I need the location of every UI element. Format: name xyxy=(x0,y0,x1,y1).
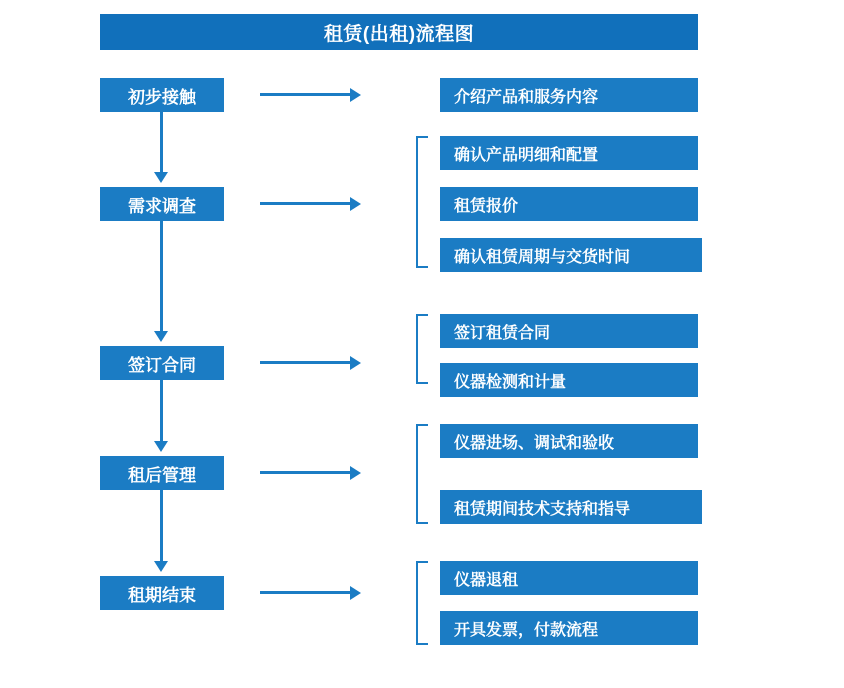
task-box-3[interactable]: 租赁报价 xyxy=(440,187,698,221)
task-box-9[interactable]: 仪器退租 xyxy=(440,561,698,595)
bracket-group-4 xyxy=(416,424,428,524)
stage-box-1[interactable]: 初步接触 xyxy=(100,78,224,112)
connector-stage-4-5-line xyxy=(160,490,163,561)
arrow-stage-1-line xyxy=(260,93,350,96)
connector-stage-3-4-arrow xyxy=(154,441,168,452)
connector-stage-1-2-line xyxy=(160,112,163,172)
arrow-stage-1-head xyxy=(350,88,361,102)
connector-stage-3-4-line xyxy=(160,380,163,441)
connector-stage-2-3-arrow xyxy=(154,331,168,342)
task-box-1[interactable]: 介绍产品和服务内容 xyxy=(440,78,698,112)
arrow-stage-2-head xyxy=(350,197,361,211)
arrow-stage-4-line xyxy=(260,471,350,474)
task-box-4[interactable]: 确认租赁周期与交货时间 xyxy=(440,238,702,272)
bracket-group-5 xyxy=(416,561,428,645)
task-box-5[interactable]: 签订租赁合同 xyxy=(440,314,698,348)
task-box-2[interactable]: 确认产品明细和配置 xyxy=(440,136,698,170)
arrow-stage-4-head xyxy=(350,466,361,480)
page-title: 租赁(出租)流程图 xyxy=(100,14,698,50)
stage-box-3[interactable]: 签订合同 xyxy=(100,346,224,380)
connector-stage-2-3-line xyxy=(160,221,163,331)
stage-box-5[interactable]: 租期结束 xyxy=(100,576,224,610)
arrow-stage-5-line xyxy=(260,591,350,594)
arrow-stage-5-head xyxy=(350,586,361,600)
bracket-group-2 xyxy=(416,136,428,268)
task-box-8[interactable]: 租赁期间技术支持和指导 xyxy=(440,490,702,524)
task-box-6[interactable]: 仪器检测和计量 xyxy=(440,363,698,397)
task-box-7[interactable]: 仪器进场、调试和验收 xyxy=(440,424,698,458)
connector-stage-4-5-arrow xyxy=(154,561,168,572)
arrow-stage-3-line xyxy=(260,361,350,364)
arrow-stage-3-head xyxy=(350,356,361,370)
task-box-10[interactable]: 开具发票，付款流程 xyxy=(440,611,698,645)
bracket-group-3 xyxy=(416,314,428,384)
stage-box-4[interactable]: 租后管理 xyxy=(100,456,224,490)
arrow-stage-2-line xyxy=(260,202,350,205)
stage-box-2[interactable]: 需求调查 xyxy=(100,187,224,221)
connector-stage-1-2-arrow xyxy=(154,172,168,183)
